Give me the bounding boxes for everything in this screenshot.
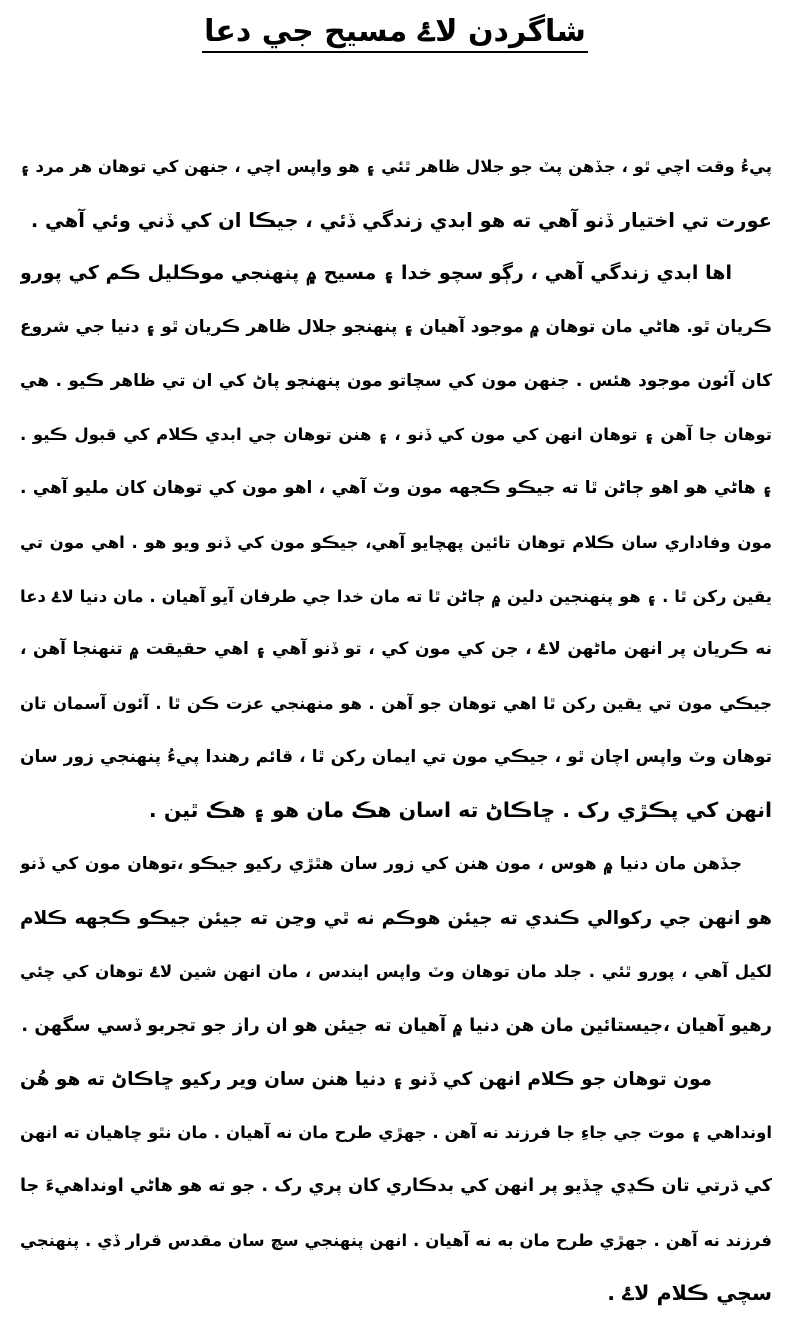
text-line: رهيو آهيان ،جيستائين مان هن دنيا ۾ آهيان ته جيئن هو ان راز جو تجربو ڏسي سگهن . xyxy=(21,1015,772,1036)
text-line: توهان وٽ واپس اچان ٿو ، جيڪي مون تي ايمان رکن ٿا ، قائم رهندا پيءُ پنهنجي زور سان xyxy=(20,746,772,767)
text-line: پيءُ وقت اچي ٿو ، جڏهن پٽ جو جلال ظاهر ٿئي ۽ هو واپس اچي ، جنهن کي توهان هر مرد ۽ xyxy=(20,157,772,176)
text-line: جڏهن مان دنيا ۾ هوس ، مون هنن کي زور سان هٿڙي رکيو جيڪو ،توهان مون کي ڏنو xyxy=(20,853,742,874)
text-line: توهان جا آهن ۽ توهان انهن کي مون کي ڏنو ، ۽ هنن توهان جي ابدي ڪلام کي قبول ڪيو . xyxy=(20,425,772,445)
text-line: کي ڌرتي تان ڪڍي ڇڏيو پر انهن کي بدڪاري کان پري رک . جو ته هو هاڻي اونداهيءَ جا xyxy=(20,1176,772,1197)
title-text: شاگردن لاۓ مسيح جي دعا xyxy=(202,14,588,53)
text-line: جيڪي مون تي يقين رکن ٿا اهي توهان جو آهن . هو منهنجي عزت ڪن ٿا . آئون آسمان تان xyxy=(20,693,772,713)
text-line: عورت تي اختيار ڏنو آهي ته هو ابدي زندگي ڏئي ، جيڪا ان کي ڏني وئي آهي . xyxy=(30,208,772,232)
text-line: کان آئون موجود هئس . جنهن مون کي سچاتو مون پنهنجو پاڻ کي ان تي ظاهر ڪيو . هي xyxy=(20,370,772,391)
text-line: اها ابدي زندگي آهي ، رڳو سچو خدا ۽ مسيح ۾ پنهنجي موڪليل ڪم کي پورو xyxy=(20,262,732,285)
document-title xyxy=(0,14,790,50)
text-line: اونداهي ۽ موت جي جاءِ جا فرزند نه آهن . جهڙي طرح مان نه آهيان . مان نٿو چاهيان ته انهن xyxy=(20,1123,772,1143)
text-line: نه ڪريان پر انهن ماڻهن لاۓ ، جن کي مون کي ، تو ڏنو آهي ۽ اهي حقيقت ۾ تنهنجا آهن ، xyxy=(20,639,772,660)
text-line: سچي ڪلام لاۓ . xyxy=(607,1281,772,1306)
text-line: مون وفاداري سان ڪلام توهان تائين پهچايو آهي، جيڪو مون کي ڏنو ويو هو . اهي مون تي xyxy=(20,532,772,552)
text-line: ۽ هاڻي هو اهو ڄاڻن ٿا ته جيڪو ڪجهه مون وٽ آهي ، اهو مون کي توهان کان مليو آهي . xyxy=(20,478,772,499)
text-line: فرزند نه آهن . جهڙي طرح مان به نه آهيان . انهن پنهنجي سچ سان مقدس قرار ڏي . پنهنجي xyxy=(20,1230,772,1250)
text-line: انهن کي پڪڙي رک . ڇاڪاڻ ته اسان هڪ مان هو ۽ هڪ ٿين . xyxy=(148,798,772,823)
text-line: مون توهان جو ڪلام انهن کي ڏنو ۽ دنيا هنن سان وير رکيو ڇاڪاڻ ته هو هُن xyxy=(20,1068,712,1090)
text-line: لکيل آهي ، پورو ٿئي . جلد مان توهان وٽ واپس ايندس ، مان انهن شين لاۓ توهان کي چئي xyxy=(20,962,772,982)
text-line: هو انهن جي رکوالي ڪندي ته جيئن هوڪم نه ٿي وڃن ته جيئن جيڪو ڪجهه ڪلام xyxy=(20,907,772,929)
text-line: يقين رکن ٿا . ۽ هو پنهنجين دلين ۾ ڄاڻن ٿا ته مان خدا جي طرفان آيو آهيان . مان دنيا لاۓ دعا xyxy=(20,586,772,606)
document-body xyxy=(20,140,772,1321)
text-line: ڪريان ٿو. هاڻي مان توهان ۾ موجود آهيان ۽ پنهنجو جلال ظاهر ڪريان ٿو ۽ دنيا جي شروع xyxy=(20,317,772,338)
